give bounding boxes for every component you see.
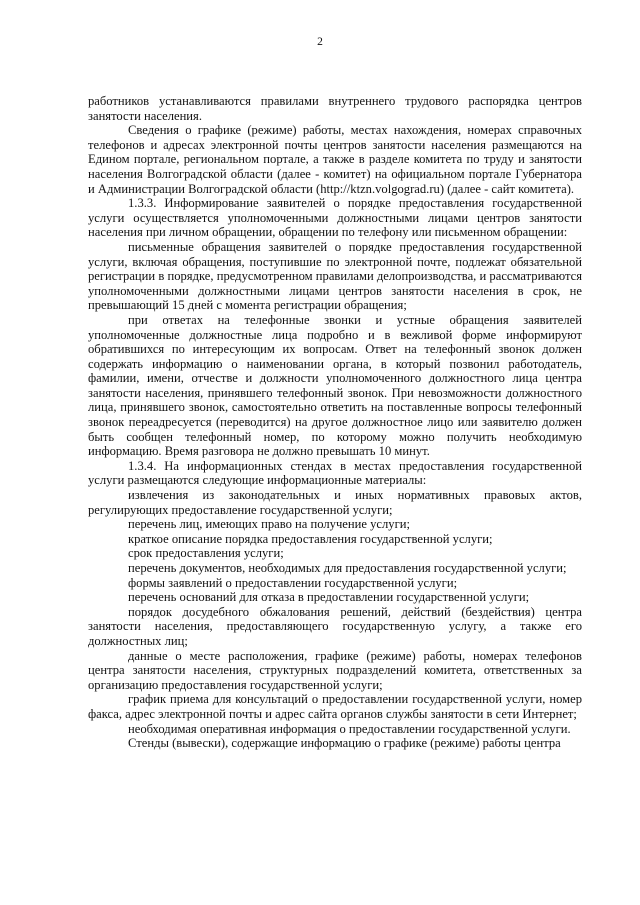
paragraph: формы заявлений о предоставлении государственной услуги; — [128, 575, 458, 590]
paragraph: перечень лиц, имеющих право на получение услуги; — [128, 517, 410, 532]
paragraph: Стенды (вывески), содержащие информацию о графике (режиме) работы центра — [128, 736, 561, 751]
paragraph: 1.3.3. Информирование заявителей о порядке предоставления государственной услуги осуществляется уполномоченными должностными лицами центров занятости населения при личном обращении, обращении по телефону или письменном обращении: — [88, 196, 582, 240]
paragraph: данные о месте расположения, графике (режиме) работы, номерах телефонов центра занятости населения, структурных подразделений комитета, ответственных за организацию предоставления государственной услуги; — [88, 648, 582, 692]
paragraph: письменные обращения заявителей о порядке предоставления государственной услуги, включая обращения, поступившие по электронной почте, подлежат обязательной регистрации в порядке, предусмотренном правилами делопроизводства, и рассматриваются уполномоченными должностными лицами центров занятости населения в срок, не превышающий 15 дней с момента регистрации обращения; — [88, 239, 582, 313]
paragraph: работников устанавливаются правилами внутреннего трудового распорядка центров занятости населения. — [88, 94, 582, 123]
paragraph: срок предоставления услуги; — [128, 546, 284, 561]
paragraph: при ответах на телефонные звонки и устные обращения заявителей уполномоченные должностные лица подробно и в вежливой форме информируют обратившихся по интересующим их вопросам. Ответ на телефонный звонок должен содержать информацию о наименовании органа, в который позвонил работодатель, фамилии, имени, отчестве и должности уполномоченного должностного лица центра занятости населения, принявшего телефонный звонок. При невозможности должностного лица, принявшего звонок, самостоятельно ответить на поставленные вопросы телефонный звонок переадресуется (переводится) на другое должностное лицо или заявителю должен быть сообщен телефонный номер, по которому можно получить необходимую информацию. Время разговора не должно превышать 10 минут. — [88, 312, 582, 459]
page-number: 2 — [317, 36, 323, 48]
paragraph: перечень оснований для отказа в предоставлении государственной услуги; — [128, 590, 530, 605]
paragraph: извлечения из законодательных и иных нормативных правовых актов, регулирующих предоставление государственной услуги; — [88, 488, 582, 517]
paragraph: краткое описание порядка предоставления государственной услуги; — [128, 531, 493, 546]
paragraph: 1.3.4. На информационных стендах в местах предоставления государственной услуги размещаются следующие информационные материалы: — [88, 458, 582, 488]
document-body — [88, 94, 582, 751]
paragraph: необходимая оперативная информация о предоставлении государственной услуги. — [128, 721, 571, 736]
paragraph: порядок досудебного обжалования решений, действий (бездействия) центра занятости населения, предоставляющего государственную услугу, а также его должностных лиц; — [88, 604, 582, 648]
paragraph: перечень документов, необходимых для предоставления государственной услуги; — [128, 561, 567, 575]
paragraph: график приема для консультаций о предоставлении государственной услуги, номер факса, адрес электронной почты и адрес сайта органов службы занятости в сети Интернет; — [88, 692, 582, 721]
paragraph: Сведения о графике (режиме) работы, местах нахождения, номерах справочных телефонов и адресах электронной почты центров занятости населения размещаются на Едином портале, региональном портале, а также в разделе комитета по труду и занятости населения Волгоградской области (далее - комитет) на официальном портале Губернатора и Администрации Волгоградской области (http://ktzn.volgograd.ru) (далее - сайт комитета). — [88, 123, 582, 196]
